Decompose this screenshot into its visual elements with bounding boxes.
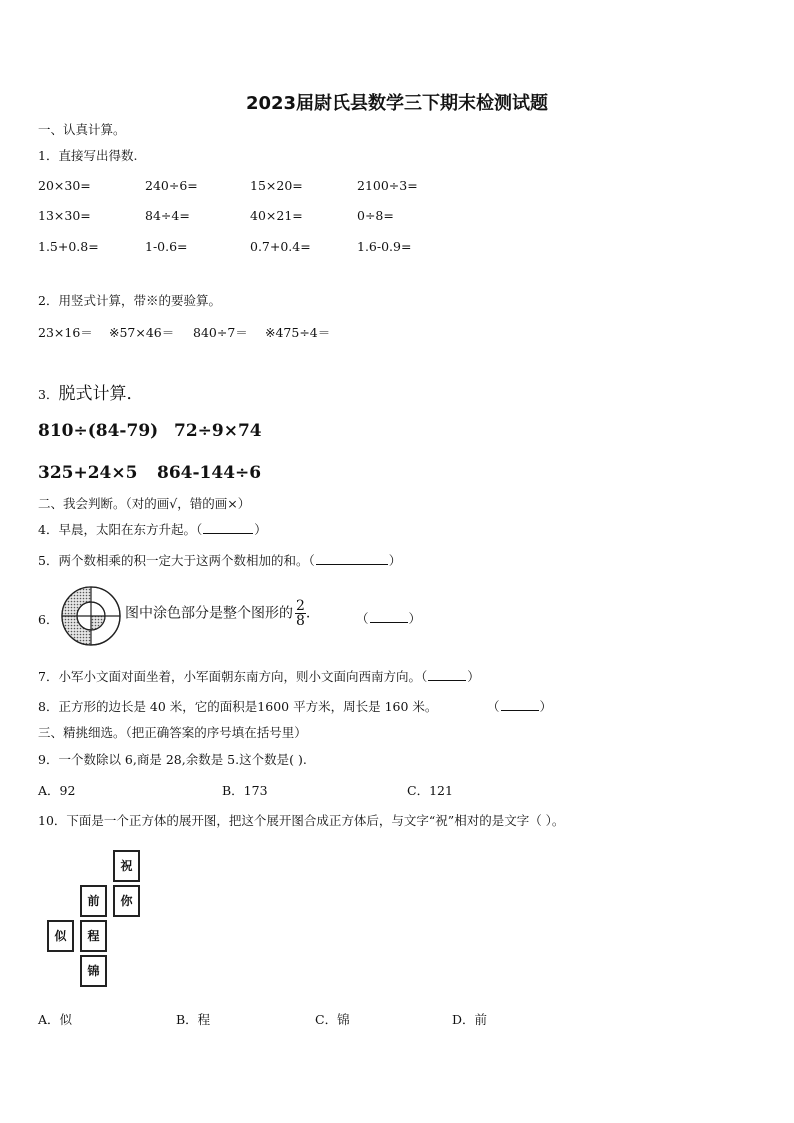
net-cell: 锦	[80, 955, 107, 987]
q6-answer: （ ）	[356, 611, 422, 626]
net-cell: 前	[80, 885, 107, 917]
option-c[interactable]: C．121	[407, 783, 453, 798]
answer-blank[interactable]	[316, 553, 388, 565]
q1-cell: 84÷4=	[145, 208, 190, 223]
answer-blank[interactable]	[203, 522, 253, 534]
q1-cell: 1.5+0.8=	[38, 239, 99, 254]
answer-blank[interactable]	[370, 611, 408, 623]
q1-cell: 1.6-0.9=	[357, 239, 412, 254]
option-c[interactable]: C．锦	[315, 1012, 350, 1027]
net-cell: 程	[80, 920, 107, 952]
q1-cell: 1-0.6=	[145, 239, 188, 254]
question-8: 8．正方形的边长是 40 米，它的面积是1600 平方米，周长是 160 米。	[38, 699, 438, 714]
q2-item: 840÷7＝	[193, 325, 248, 340]
net-cell: 似	[47, 920, 74, 952]
question-9: 9．一个数除以 6,商是 28,余数是 5.这个数是( ).	[38, 752, 307, 767]
q1-cell: 13×30=	[38, 208, 91, 223]
q3-expr: 72÷9×74	[174, 421, 262, 441]
fraction: $\frac{2}{8}$	[296, 598, 305, 629]
circle-figure	[58, 585, 124, 647]
q2-item: 23×16＝	[38, 325, 93, 340]
q1-cell: 20×30=	[38, 178, 91, 193]
option-b[interactable]: B．程	[176, 1012, 211, 1027]
answer-blank[interactable]	[501, 699, 539, 711]
q1-cell: 240÷6=	[145, 178, 198, 193]
q1-cell: 2100÷3=	[357, 178, 418, 193]
q3-expr: 864-144÷6	[157, 463, 262, 483]
question-4: 4．早晨，太阳在东方升起。（ ）	[38, 522, 267, 537]
q1-cell: 0÷8=	[357, 208, 394, 223]
q1-cell: 40×21=	[250, 208, 303, 223]
question-7: 7．小军小文面对面坐着，小军面朝东南方向，则小文面向西南方向。（ ）	[38, 669, 480, 684]
q6-number: 6．	[38, 612, 59, 627]
question-5: 5．两个数相乘的积一定大于这两个数相加的和。（ ）	[38, 553, 402, 568]
q1-cell: 0.7+0.4=	[250, 239, 311, 254]
q2-label: 2．用竖式计算，带※的要验算。	[38, 293, 221, 308]
q8-answer: （ ）	[487, 699, 553, 714]
net-cell: 祝	[113, 850, 140, 882]
q3-label: 脱式计算．	[58, 384, 144, 404]
q1-label: 1．直接写出得数.	[38, 148, 138, 163]
option-b[interactable]: B．173	[222, 783, 268, 798]
net-cell: 你	[113, 885, 140, 917]
question-6: 图中涂色部分是整个图形的 $\frac{2}{8}$ .	[125, 598, 311, 629]
q1-cell: 15×20=	[250, 178, 303, 193]
section3-heading: 三、精挑细选。（把正确答案的序号填在括号里）	[38, 725, 307, 740]
option-d[interactable]: D．前	[452, 1012, 488, 1027]
q3-number: 3．	[38, 387, 59, 402]
page-title: 2023届尉氏县数学三下期末检测试题	[245, 93, 549, 114]
answer-blank[interactable]	[428, 669, 466, 681]
q3-expr: 325+24×5	[38, 463, 138, 483]
section1-heading: 一、认真计算。	[38, 122, 126, 137]
q2-item: ※57×46＝	[109, 325, 175, 340]
q2-item: ※475÷4＝	[265, 325, 331, 340]
option-a[interactable]: A．92	[38, 783, 76, 798]
option-a[interactable]: A．似	[38, 1012, 73, 1027]
q3-expr: 810÷(84-79)	[38, 421, 159, 441]
section2-heading: 二、我会判断。（对的画√，错的画×）	[38, 496, 251, 511]
question-10: 10．下面是一个正方体的展开图，把这个展开图合成正方体后，与文字“祝”相对的是文字（ ）。	[38, 813, 565, 828]
